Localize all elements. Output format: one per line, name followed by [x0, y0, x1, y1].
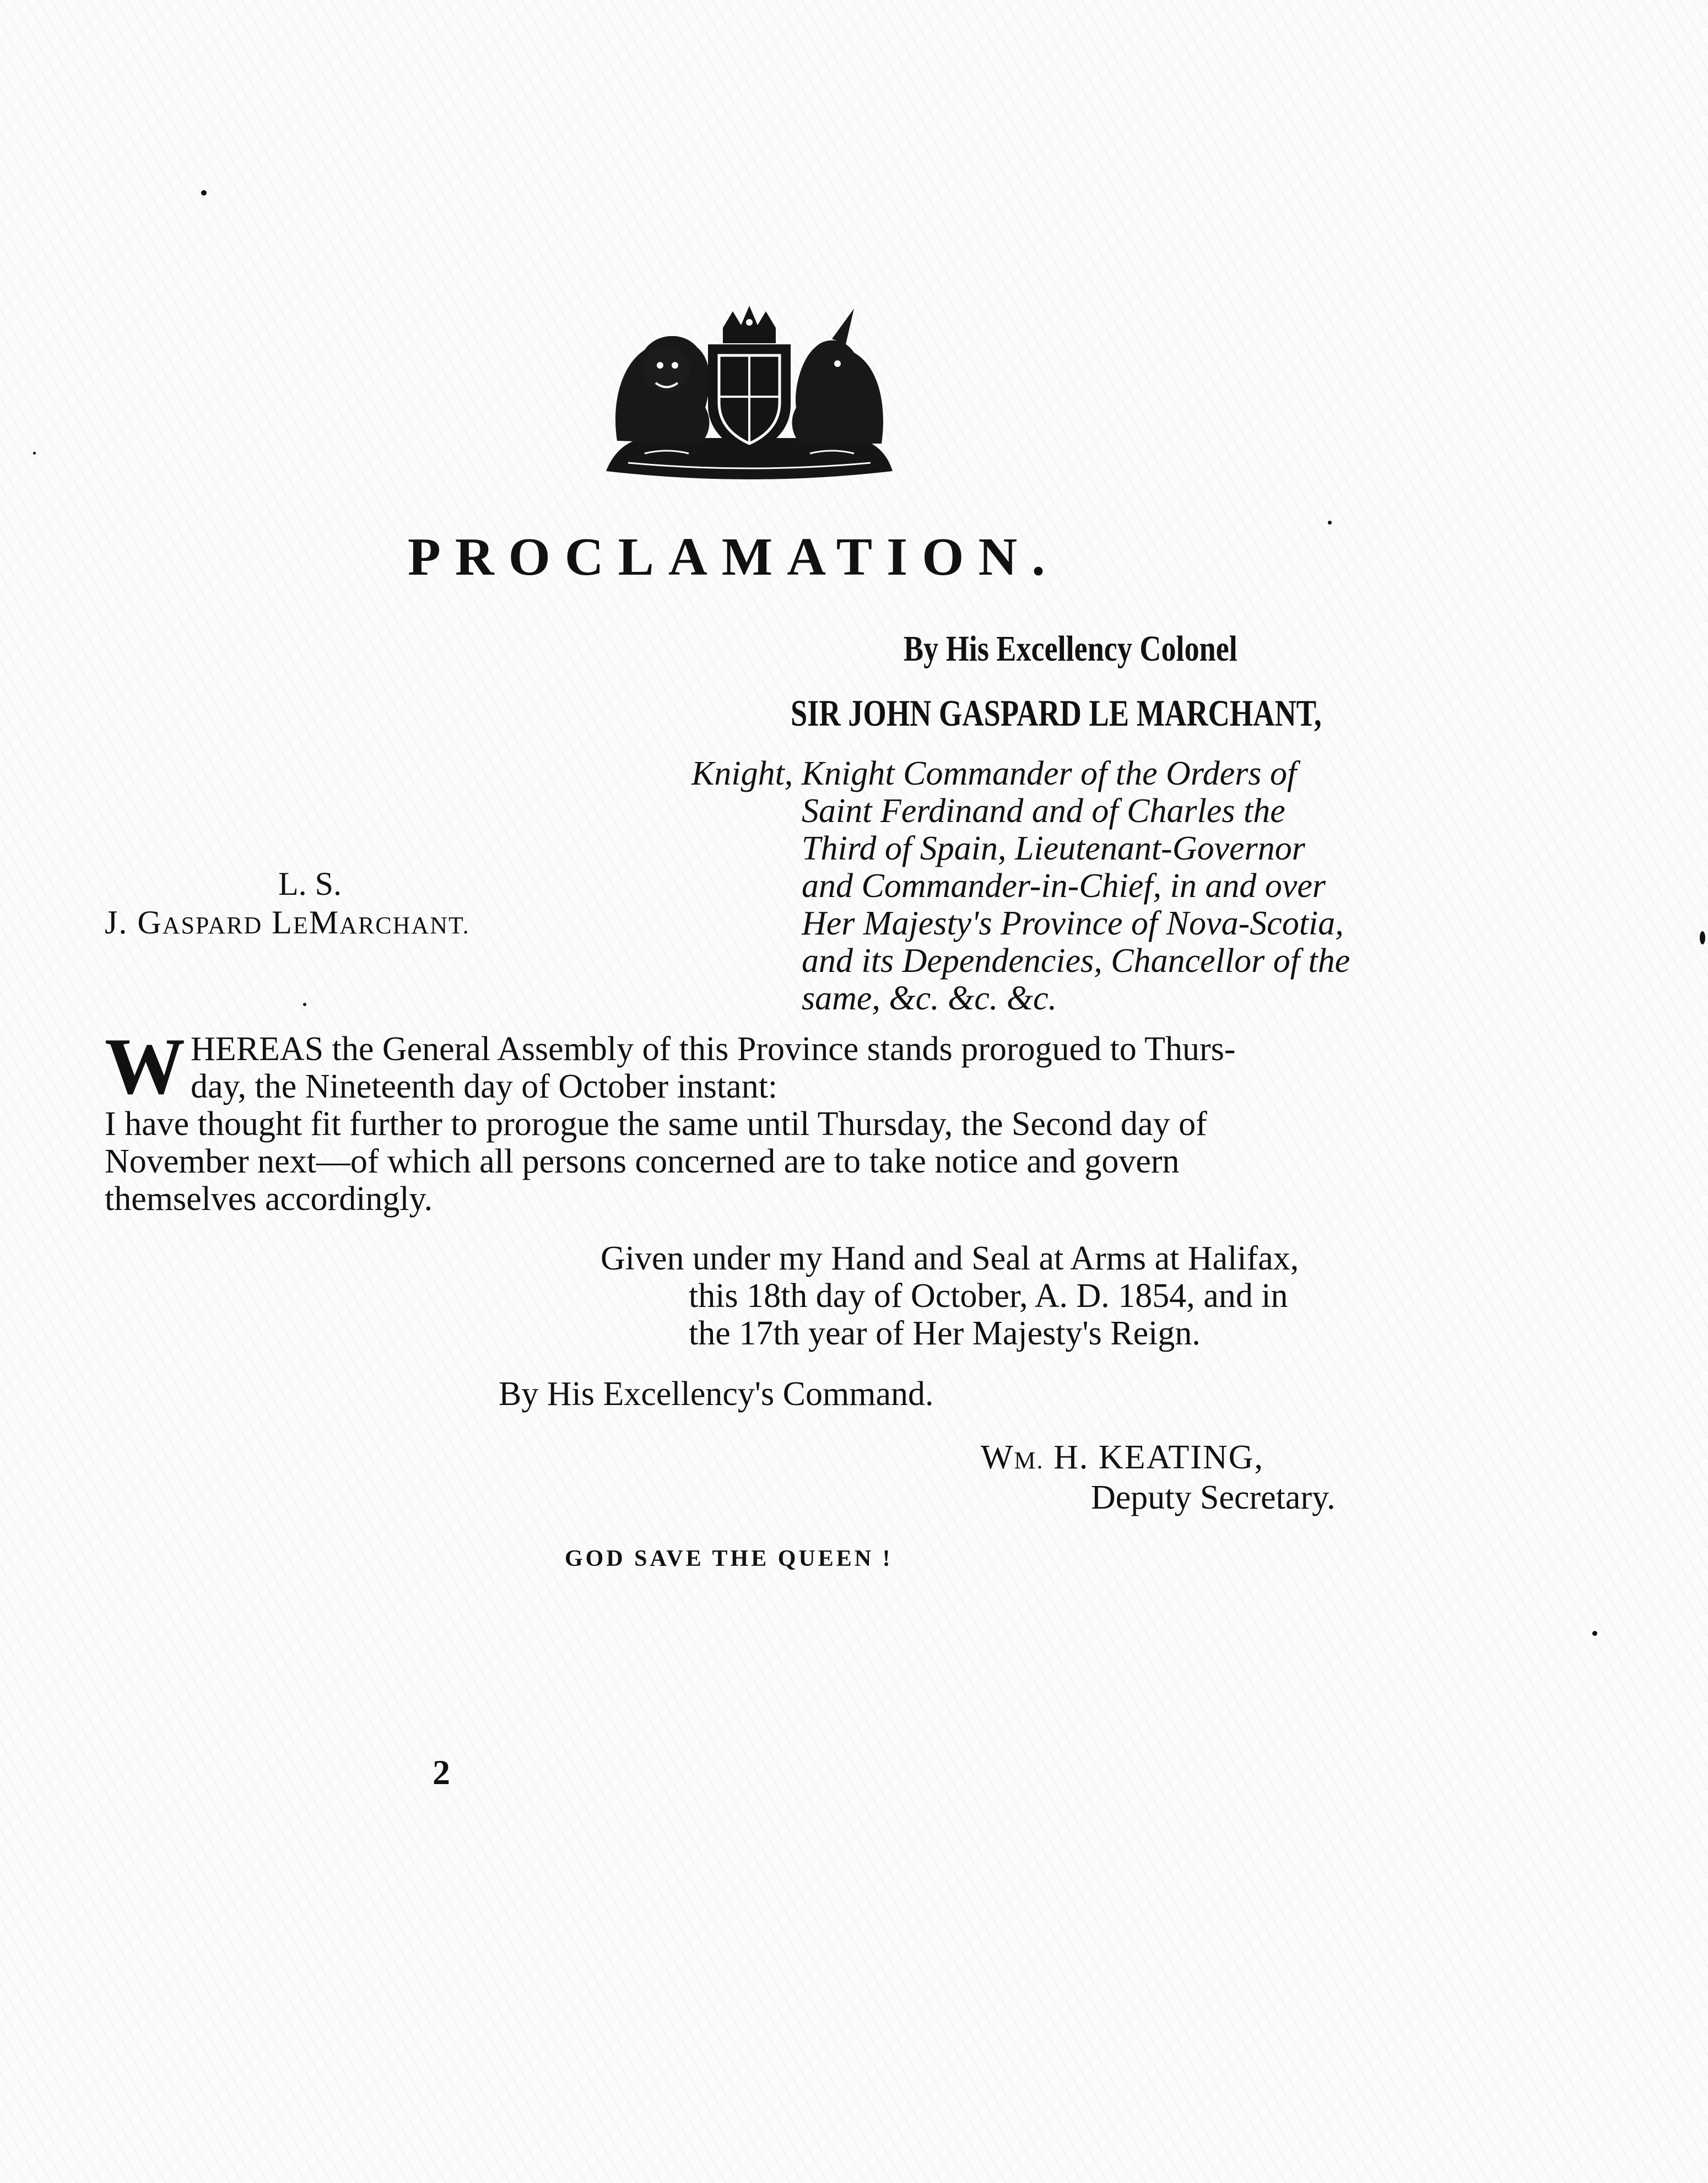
signature-part: ASPARD [162, 912, 263, 939]
signature-part: E [293, 912, 309, 939]
body-line: HEREAS the General Assembly of this Province stands prorogued to Thurs- [191, 1030, 1236, 1068]
proclamation-title: PROCLAMATION. [408, 527, 1060, 587]
titles-line: Third of Spain, Lieutenant-Governor [802, 830, 1305, 867]
royal-coat-of-arms-icon [595, 306, 904, 482]
governor-titles [691, 755, 1391, 1017]
by-excellency-line: By His Excellency Colonel [904, 629, 1237, 669]
signer-name [981, 1438, 1264, 1477]
proclamation-body [105, 1022, 1391, 1218]
body-line: themselves accordingly. [105, 1180, 433, 1218]
body-line: I have thought fit further to prorogue the same until Thursday, the Second day of [105, 1105, 1207, 1143]
given-line: Given under my Hand and Seal at Arms at Halifax, [601, 1240, 1299, 1277]
signature-part: ARCHANT. [339, 912, 470, 939]
seal-label: L. S. [278, 866, 342, 902]
given-under-hand [601, 1240, 1299, 1352]
titles-line: Saint Ferdinand and of Charles the [802, 792, 1285, 830]
ink-speck [1592, 1631, 1597, 1636]
page-number: 2 [433, 1753, 450, 1792]
body-line: November next—of which all persons concerned are to take notice and govern [105, 1143, 1180, 1180]
titles-line: Knight, Knight Commander of the Orders of [691, 755, 1297, 792]
given-line: this 18th day of October, A. D. 1854, and in [689, 1277, 1288, 1315]
given-line: the 17th year of Her Majesty's Reign. [689, 1315, 1201, 1352]
signer-part: M. [1014, 1447, 1044, 1474]
signature-part: J. G [105, 904, 163, 941]
titles-line: same, &c. &c. &c. [802, 980, 1057, 1017]
body-line: day, the Nineteenth day of October instant: [191, 1068, 778, 1105]
drop-cap: W [105, 1022, 185, 1111]
signer-part: H. KEATING, [1044, 1439, 1264, 1476]
signature-part: L [262, 904, 293, 941]
by-command-line: By His Excellency's Command. [499, 1375, 934, 1413]
god-save-the-queen: GOD SAVE THE QUEEN ! [565, 1546, 893, 1571]
signer-part: W [981, 1439, 1014, 1476]
seal-signature [105, 904, 470, 942]
titles-line: Her Majesty's Province of Nova-Scotia, [802, 905, 1344, 942]
signature-part: M [309, 904, 340, 941]
ink-speck [1700, 931, 1705, 944]
ink-speck [33, 452, 36, 455]
ink-speck [201, 190, 207, 196]
governor-name: SIR JOHN GASPARD LE MARCHANT, [791, 692, 1322, 734]
titles-line: and Commander-in-Chief, in and over [802, 867, 1326, 905]
titles-line: and its Dependencies, Chancellor of the [802, 942, 1350, 980]
ink-speck [303, 1003, 306, 1006]
signer-title: Deputy Secretary. [1091, 1479, 1336, 1516]
ink-speck [1328, 521, 1332, 525]
